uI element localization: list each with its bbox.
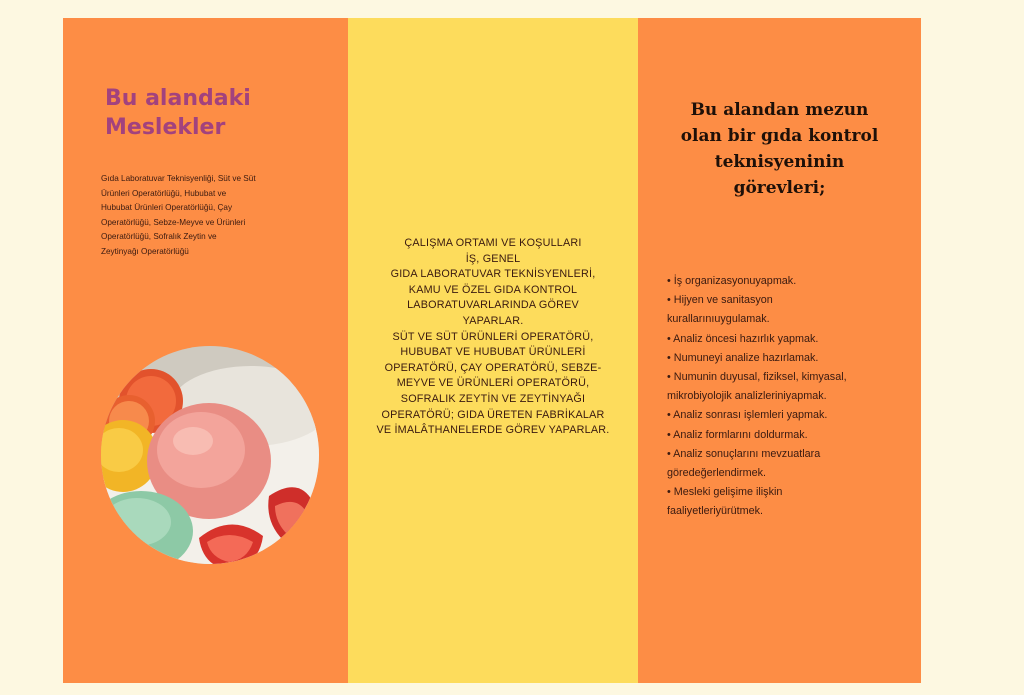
text-line: HUBUBAT VE HUBUBAT ÜRÜNLERİ xyxy=(400,346,586,359)
text-line: OPERATÖRÜ; GIDA ÜRETEN FABRİKALAR xyxy=(381,408,605,421)
text-line: Zeytinyağı Operatörlüğü xyxy=(101,246,189,256)
text-line: ÇALIŞMA ORTAMI VE KOŞULLARI xyxy=(404,237,582,249)
text-line: İŞ, GENEL xyxy=(465,252,521,265)
title-line: olan bir gıda kontrol xyxy=(680,126,879,146)
title-line: Bu alandan mezun xyxy=(690,100,869,120)
title-line: Bu alandaki xyxy=(105,86,251,111)
text-line: LABORATUVARLARINDA GÖREV xyxy=(407,299,579,312)
title-line: Meslekler xyxy=(105,115,226,140)
text-line: YAPARLAR. xyxy=(462,314,524,327)
list-item: göredeğerlendirmek. xyxy=(667,467,767,480)
duties-list xyxy=(667,272,917,522)
middle-panel xyxy=(348,18,638,683)
professions-title xyxy=(105,84,325,142)
work-environment-text xyxy=(352,236,634,439)
list-item: • Hijyen ve sanitasyon xyxy=(667,294,773,307)
right-panel xyxy=(638,18,921,683)
list-item: • Analiz sonrası işlemleri yapmak. xyxy=(667,409,828,422)
title-line: görevleri; xyxy=(733,178,826,198)
text-line: KAMU VE ÖZEL GIDA KONTROL xyxy=(408,283,578,296)
text-line: MEYVE VE ÜRÜNLERİ OPERATÖRÜ, xyxy=(396,377,590,390)
text-line: VE İMALÂTHANELERDE GÖREV YAPARLAR. xyxy=(376,424,610,437)
title-line: teknisyeninin xyxy=(714,152,845,172)
text-line: Ürünleri Operatörlüğü, Hububat ve xyxy=(101,188,227,198)
list-item: • İş organizasyonuyapmak. xyxy=(667,275,797,287)
list-item: kurallarınıuygulamak. xyxy=(667,313,770,326)
list-item: mikrobiyolojik analizleriniyapmak. xyxy=(667,390,827,403)
text-line: Operatörlüğü, Sofralık Zeytin ve xyxy=(101,232,217,241)
text-line: OPERATÖRÜ, ÇAY OPERATÖRÜ, SEBZE- xyxy=(384,361,602,374)
list-item: • Analiz öncesi hazırlık yapmak. xyxy=(667,332,819,345)
list-item: • Numunin duyusal, fiziksel, kimyasal, xyxy=(667,371,847,384)
text-line: Hububat Ürünleri Operatörlüğü, Çay xyxy=(101,203,233,212)
list-item: • Mesleki gelişime ilişkin xyxy=(667,486,783,499)
text-line: Gıda Laboratuvar Teknisyenliği, Süt ve Süt xyxy=(101,174,256,183)
list-item: • Analiz sonuçlarını mevzuatlara xyxy=(667,447,821,460)
duties-title xyxy=(646,97,913,201)
list-item: • Numuneyi analize hazırlamak. xyxy=(667,351,819,364)
left-panel xyxy=(63,18,348,683)
ice-cream-photo xyxy=(101,346,319,564)
text-line: SÜT VE SÜT ÜRÜNLERİ OPERATÖRÜ, xyxy=(392,330,594,343)
list-item: faaliyetleriyürütmek. xyxy=(667,505,764,518)
professions-text xyxy=(101,172,321,259)
text-line: GIDA LABORATUVAR TEKNİSYENLERİ, xyxy=(390,268,596,281)
text-line: Operatörlüğü, Sebze-Meyve ve Ürünleri xyxy=(101,217,246,227)
text-line: SOFRALIK ZEYTİN VE ZEYTİNYAĞI xyxy=(400,392,586,405)
list-item: • Analiz formlarını doldurmak. xyxy=(667,428,808,441)
